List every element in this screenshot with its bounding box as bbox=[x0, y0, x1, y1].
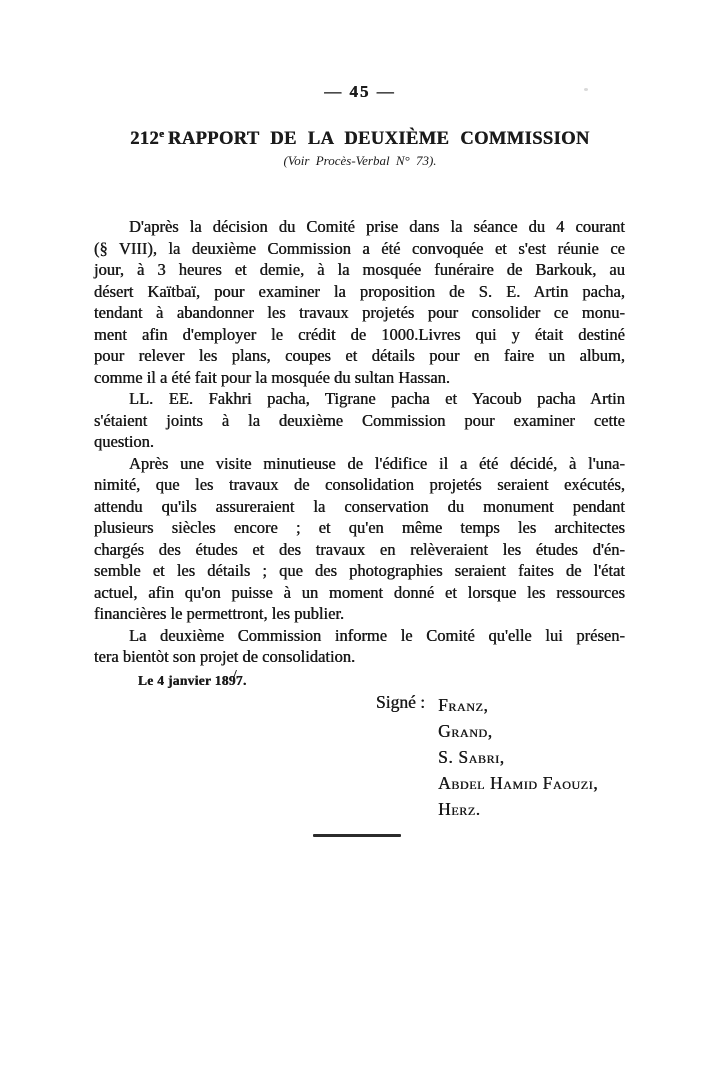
body-line: chargés des études et des travaux en relèveraient les études d'én- bbox=[94, 539, 625, 559]
body-text bbox=[94, 216, 625, 668]
body-line: La deuxième Commission informe le Comité qu'elle lui présen- bbox=[129, 625, 625, 645]
body-line: nimité, que les travaux de consolidation projetés seraient exécutés, bbox=[94, 475, 625, 494]
signature-label: Signé : bbox=[376, 692, 426, 712]
body-line: question. bbox=[94, 432, 155, 451]
body-line: tendant à abandonner les travaux projetés pour consolider ce monu- bbox=[94, 303, 625, 322]
report-subtitle: (Voir Procès-Verbal N° 73). bbox=[283, 153, 437, 168]
body-line: semble et les détails ; que des photographies seraient faites de l'état bbox=[94, 561, 625, 580]
signature-name: Franz, bbox=[438, 695, 489, 715]
body-line: s'étaient joints à la deuxième Commission pour examiner cette bbox=[94, 410, 625, 430]
body-line: désert Kaïtbaï, pour examiner la proposition de S. E. Artin pacha, bbox=[94, 281, 625, 301]
body-line: attendu qu'ils assureraient la conservation du monument pendant bbox=[94, 496, 625, 516]
body-line: ment afin d'employer le crédit de 1000.Livres qui y était destiné bbox=[94, 324, 625, 344]
body-line: pour relever les plans, coupes et détails pour en faire un album, bbox=[94, 346, 625, 365]
page-number: — 45 — bbox=[324, 82, 396, 101]
body-line: jour, à 3 heures et demie, à la mosquée funéraire de Barkouk, au bbox=[94, 260, 625, 279]
end-rule-divider bbox=[313, 834, 401, 837]
body-line: Après une visite minutieuse de l'édifice il a été décidé, à l'una- bbox=[129, 453, 625, 473]
body-line: tera bientòt son projet de consolidation. bbox=[94, 647, 356, 666]
body-line: comme il a été fait pour la mosquée du sultan Hassan. bbox=[94, 367, 451, 387]
body-line: financières le permettront, les publier. bbox=[94, 604, 345, 623]
signature-name: Abdel Hamid Faouzi, bbox=[438, 773, 599, 793]
report-title-number: 212 bbox=[130, 129, 160, 149]
body-line: (§ VIII), la deuxième Commission a été convoquée et s'est réunie ce bbox=[94, 238, 625, 258]
signature-name: Grand, bbox=[438, 721, 493, 741]
signature-name: S. Sabri, bbox=[438, 747, 505, 767]
report-title-ordinal: e bbox=[159, 127, 165, 140]
body-line: actuel, afin qu'on puisse à un moment donné et lorsque les ressources bbox=[94, 582, 625, 602]
signature-names bbox=[438, 692, 598, 822]
scan-artifact-mark bbox=[584, 88, 588, 91]
body-line: D'après la décision du Comité prise dans la séance du 4 courant bbox=[129, 217, 625, 236]
report-title bbox=[0, 129, 720, 150]
signature-block bbox=[376, 692, 598, 822]
signature-name: Herz. bbox=[438, 799, 481, 819]
body-block bbox=[94, 216, 625, 693]
date-line: Le 4 janvier 1897. / bbox=[94, 670, 625, 694]
body-line: plusieurs siècles encore ; et qu'en même temps les architectes bbox=[94, 518, 625, 537]
report-title-text: RAPPORT DE LA DEUXIÈME COMMISSION bbox=[168, 129, 590, 149]
body-line: LL. EE. Fakhri pacha, Tigrane pacha et Yacoub pacha Artin bbox=[129, 389, 625, 408]
